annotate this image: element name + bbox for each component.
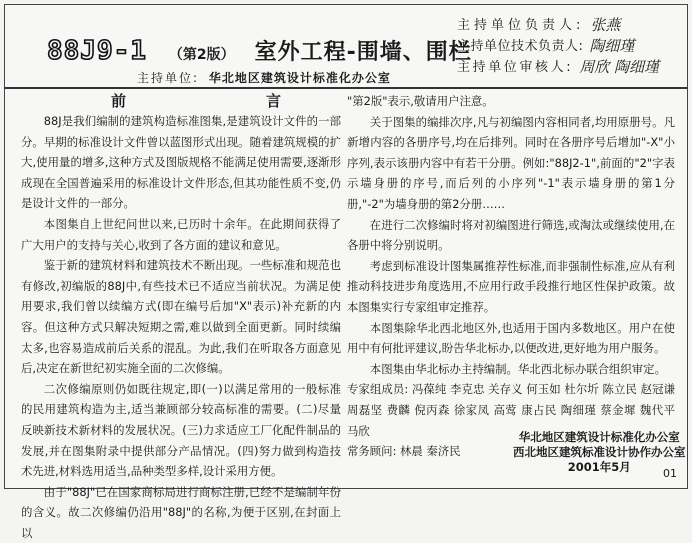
signer-label: 主持单位审核人:	[457, 60, 574, 75]
preface-left-column	[21, 91, 341, 543]
paragraph: "第2版"表示,敬请用户注意。	[347, 94, 494, 108]
org-name: 华北地区建筑设计标准化办公室	[518, 430, 680, 444]
advisors-label: 常务顾问:	[347, 444, 397, 459]
host-unit	[137, 69, 391, 86]
title-line	[47, 35, 472, 66]
atlas-title: 室外工程-围墙、围栏	[254, 40, 472, 65]
issuing-organizations	[513, 430, 686, 475]
signature: 张燕	[590, 16, 621, 34]
experts-list: 冯葆纯 李克忠 关存义 何玉如 杜尔圻 陈立民 赵冠谦 周磊坚 费麟 倪丙森 徐家凤 高莺 康占民 陶细瑾 蔡金墀 魏代平 马欣	[347, 382, 676, 438]
title-block	[5, 5, 687, 89]
edition-label: （第2版）	[168, 47, 235, 63]
signers-block	[457, 15, 659, 78]
signer-row-technical	[457, 36, 659, 57]
signature: 陶细瑾	[589, 37, 635, 55]
paragraph: 关于图集的编排次序,凡与初编图内容相同者,均用原册号。凡新增内容的各册序号,均在后排列。同时在各册序号后增加"-X"小序列,表示该册内容中有若干分册。例如:"88J2-1",前面的"2"字表示墙身册的序号,而后列的小序列"-1"表示墙身册的第1分册,"-2"为墙身册的第2分册……	[347, 114, 675, 211]
issue-date: 2001年5月	[567, 460, 631, 474]
paragraph: 本图集除华北西北地区外,也适用于国内多数地区。用户在使用中有何批评建议,盼告华北标办,以便改进,更好地为用户服务。	[347, 320, 675, 356]
signer-label: 主持单位负责人:	[457, 18, 585, 33]
paragraph: 本图集自上世纪问世以来,已历时十余年。在此期间获得了广大用户的支持与关心,收到了各方面的建议和意见。	[21, 216, 341, 252]
atlas-code: 88J9-1	[47, 36, 147, 66]
paragraph: 考虑到标准设计图集属推荐性标准,而非强制性标准,应从有利推动科技进步角度选用,不应用行政手段推行地区性保护政策。故本图集实行专家组审定推荐。	[347, 258, 675, 314]
host-unit-label: 主持单位:	[137, 71, 200, 85]
experts-label: 专家组成员:	[347, 382, 409, 397]
paragraph: 本图集由华北标办主持编制。华北西北标办联合组织审定。	[369, 361, 666, 376]
signer-label: 主持单位技术负责人:	[457, 39, 584, 54]
preface-title	[111, 91, 281, 111]
paragraph: 鉴于新的建筑材料和建筑技术不断出现。一些标准和规范也有修改,初编版的88J中,有些技术已不适应当前状况。为满足使用要求,我们曾以续编方式(即在编号后加"X"表示)补充新的内容。但这种方式只解决短期之需,难以做到全面更新。同时续编太多,也容易造成前后关系的混乱。为此,我们在听取各方面意见后,决定在新世纪初实施全面的二次修编。	[21, 258, 341, 376]
paragraph: 88J是我们编制的建筑构造标准图集,是建筑设计文件的一部分。早期的标准设计文件曾以蓝图形式出现。随着建筑规模的扩大,使用量的增多,这种方式及图版规格不能满足使用需要,逐渐形成现在全国普遍采用的标准设计文件形态,但其功能性质不变,仍是设计文件的一部分。	[21, 114, 341, 211]
advisors-list: 林晨 秦济民	[400, 444, 461, 459]
preface-title-char: 言	[265, 92, 281, 110]
paragraph: 由于"88J"已在国家商标局进行商标注册,已经不是编制年份的含义。故二次修编仍沿用"88J"的名称,为便于区别,在封面上以	[21, 484, 341, 540]
page-number: 01	[663, 467, 677, 480]
paragraph: 在进行二次修编时将对初编图进行筛选,或淘汰或继续使用,在各册中将分别说明。	[347, 217, 675, 253]
preface-right-column	[347, 91, 675, 462]
signer-row-reviewer	[457, 57, 659, 78]
host-unit-value: 华北地区建筑设计标准化办公室	[208, 71, 391, 85]
org-name: 西北地区建筑标准设计协作办公室	[513, 445, 686, 459]
signature: 周欣 陶细瑾	[579, 58, 659, 76]
preface-title-char: 前	[111, 92, 127, 110]
document-page	[4, 4, 688, 540]
paragraph: 二次修编原则仍如既往规定,即(一)以满足常用的一般标准的民用建筑构造为主,适当兼顾部分较高标准的需要。(二)尽量反映新技术新材料的发展状况。(三)力求适应工厂化配件制品的发展,并在图集附录中提供部分产品情况。(四)努力做到构造技术先进,材料选用适当,品种类型多样,设计采用方便。	[21, 381, 341, 479]
signer-row-director	[457, 15, 659, 36]
